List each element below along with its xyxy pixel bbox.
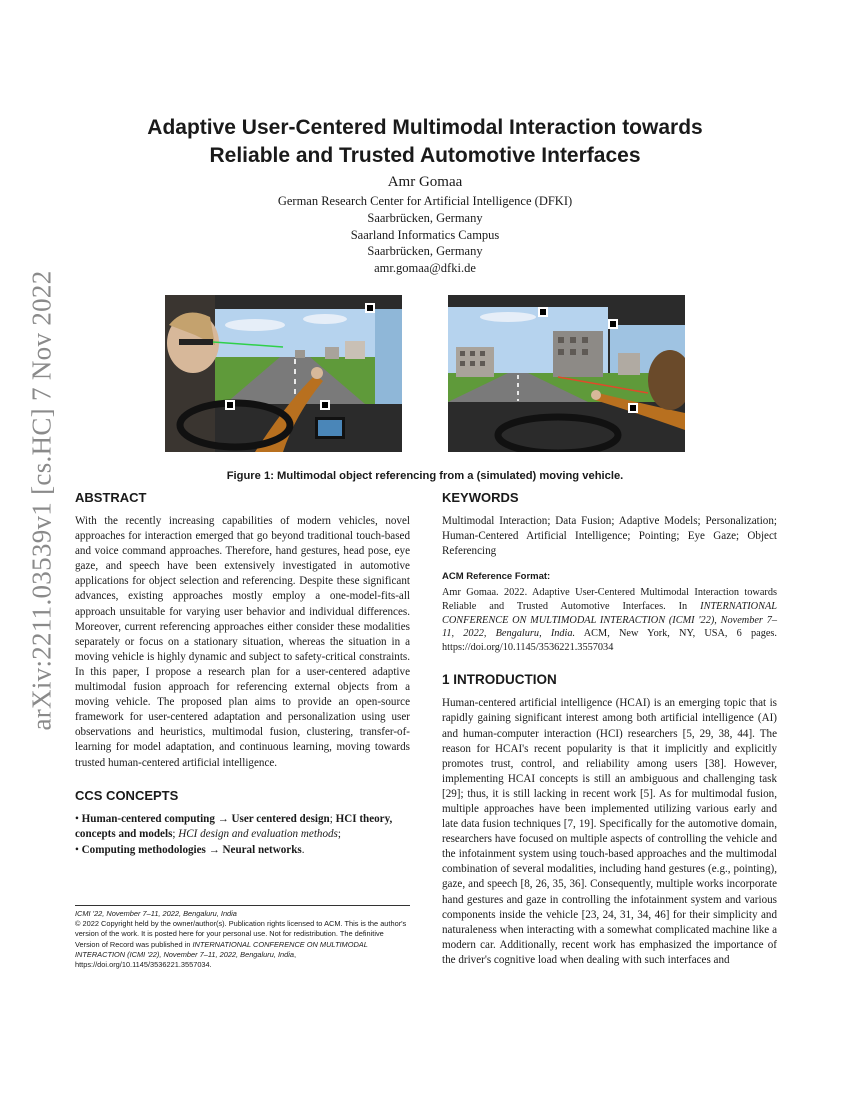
author-block [150, 173, 700, 277]
right-column [442, 490, 777, 968]
arxiv-stamp [22, 269, 62, 731]
ccs-concept-2: HCI theory, concepts and models [75, 812, 393, 841]
ccs-concepts [75, 812, 410, 859]
acm-reference-heading: ACM Reference Format: [442, 571, 551, 583]
ccs-bullet-2: • [75, 843, 82, 856]
ccs-separator-2: ; [172, 828, 179, 841]
footnote-conference: INTERNATIONAL CONFERENCE ON MULTIMODAL INTERACTION (ICMI '22), November 7–11, 2022, Bengaluru, India [75, 939, 368, 959]
acm-reference-text [442, 586, 777, 654]
author-name: Amr Gomaa [387, 174, 463, 190]
ccs-end-1: ; [337, 828, 341, 841]
abstract-heading: ABSTRACT [75, 490, 147, 505]
footnote-doi: , https://doi.org/10.1145/3536221.3557034. [75, 949, 297, 970]
footnote-venue: ICMI '22, November 7–11, 2022, Bengaluru, India [75, 909, 237, 918]
title-line-2: Reliable and Trusted Automotive Interfaces [209, 144, 641, 167]
title-line-1: Adaptive User-Centered Multimodal Interaction towards [147, 116, 703, 139]
figure-caption: Figure 1: Multimodal object referencing from a (simulated) moving vehicle. [226, 470, 624, 482]
arxiv-stamp-text: arXiv:2211.03539v1 [cs.HC] 7 Nov 2022 [26, 269, 57, 731]
author-affiliation-1: German Research Center for Artificial Intelligence (DFKI) [277, 194, 573, 208]
left-column [75, 490, 410, 858]
copyright-footnote [75, 905, 410, 970]
author-email: amr.gomaa@dfki.de [374, 261, 476, 276]
acm-ref-conference: INTERNATIONAL CONFERENCE ON MULTIMODAL INTERACTION (ICMI '22), November 7–11, 2022, Bengaluru, India. [442, 600, 777, 640]
acm-ref-end: ACM, New York, NY, USA, 6 pages. https://doi.org/10.1145/3536221.3557034 [442, 628, 777, 653]
ccs-separator-1: ; [329, 812, 336, 825]
paper-title [90, 114, 760, 170]
acm-ref-start: Amr Gomaa. 2022. Adaptive User-Centered Multimodal Interaction towards Reliable and Trusted Automotive Interfaces. In [442, 587, 777, 612]
author-location-1: Saarbrücken, Germany [367, 210, 483, 225]
ccs-concept-1: Human-centered computing → User centered design [81, 812, 330, 825]
figure-photo-left [165, 295, 402, 452]
keywords-text: Multimodal Interaction; Data Fusion; Adaptive Models; Personalization; Human-Centered Artificial Intelligence; Pointing; Eye Gaze; Object Referencing [442, 515, 777, 558]
author-affiliation-2: Saarland Informatics Campus [350, 227, 500, 242]
introduction-text: Human-centered artificial intelligence (HCAI) is an emerging topic that is rapidly gaining significant interest among both artificial intelligence (AI) and human-computer interaction (HCI) researchers [5, 29, 38, 44]. The reason for HCAI's recent popularity is that it implicitly and explicitly promotes trust, control, and reliability among users [38]. However, implementing HCAI concepts is still an ambiguous and challenging task [29]; thus, it is still lacking in recent work [5]. As for multimodal fusion, multiple approaches have been implemented utilizing various early and late data fusion techniques [7, 19]. Specifically for the automotive domain, researchers have focused on multiple aspects of controlling the vehicle and the infotainment system using touch-based approaches and the multimodal combination of several modalities, including hand gestures (e.g., pointing), gaze, and speech [8, 26, 35, 36]. Consequently, multiple works incorporate hand gestures and gaze in controlling the infotainment system and various components inside the vehicle [23, 24, 31, 34, 46] for their simplicity and naturaleness when interacting with a somewhat complicated machine like a modern car. Additionally, recent work has emphasized the importance of the driver's cognitive load when dealing with such interfaces and [442, 697, 777, 966]
ccs-end-2: . [301, 843, 305, 856]
footnote-copyright-text: © 2022 Copyright held by the owner/author(s). Publication rights licensed to ACM. This is the author's version of the work. It is posted here for your personal use. Not for redistribution. The definitive Version of Record was published in [75, 919, 407, 949]
abstract-text: With the recently increasing capabilities of modern vehicles, novel approaches for interaction emerged that go beyond traditional touch-based and voice command approaches. Therefore, hand gestures, head pose, eye gaze, and speech have been extensively investigated in automotive applications for object selection and referencing. Despite these significant advances, existing approaches mostly employ a one-model-fits-all approach unsuitable for varying user behavior and individual differences. Moreover, current referencing approaches either consider these modalities separately or focus on a stationary situation, whereas the situation in a moving vehicle is highly dynamic and subject to safety-critical constraints. In this paper, I propose a research plan for a user-centered adaptive multimodal fusion approach for referencing external objects from a moving vehicle. The proposed plan aims to provide an open-source framework for user-centered adaptation and personalization using user observations and heuristics, multimodal fusion, clustering, transfer-of-learning for model adaptation, and continuous learning, moving towards trusted human-centered artificial intelligence. [75, 515, 410, 769]
figure-photo-right [448, 295, 685, 452]
ccs-concept-4: Computing methodologies → Neural networks [81, 843, 302, 856]
author-location-2: Saarbrücken, Germany [367, 244, 483, 259]
ccs-bullet-1: • [75, 812, 82, 825]
keywords-heading: KEYWORDS [442, 490, 519, 505]
ccs-heading: CCS CONCEPTS [75, 787, 179, 803]
ccs-concept-3: HCI design and evaluation methods [178, 828, 338, 841]
footnote-copyright [75, 919, 410, 970]
introduction-heading: 1 INTRODUCTION [442, 672, 557, 688]
